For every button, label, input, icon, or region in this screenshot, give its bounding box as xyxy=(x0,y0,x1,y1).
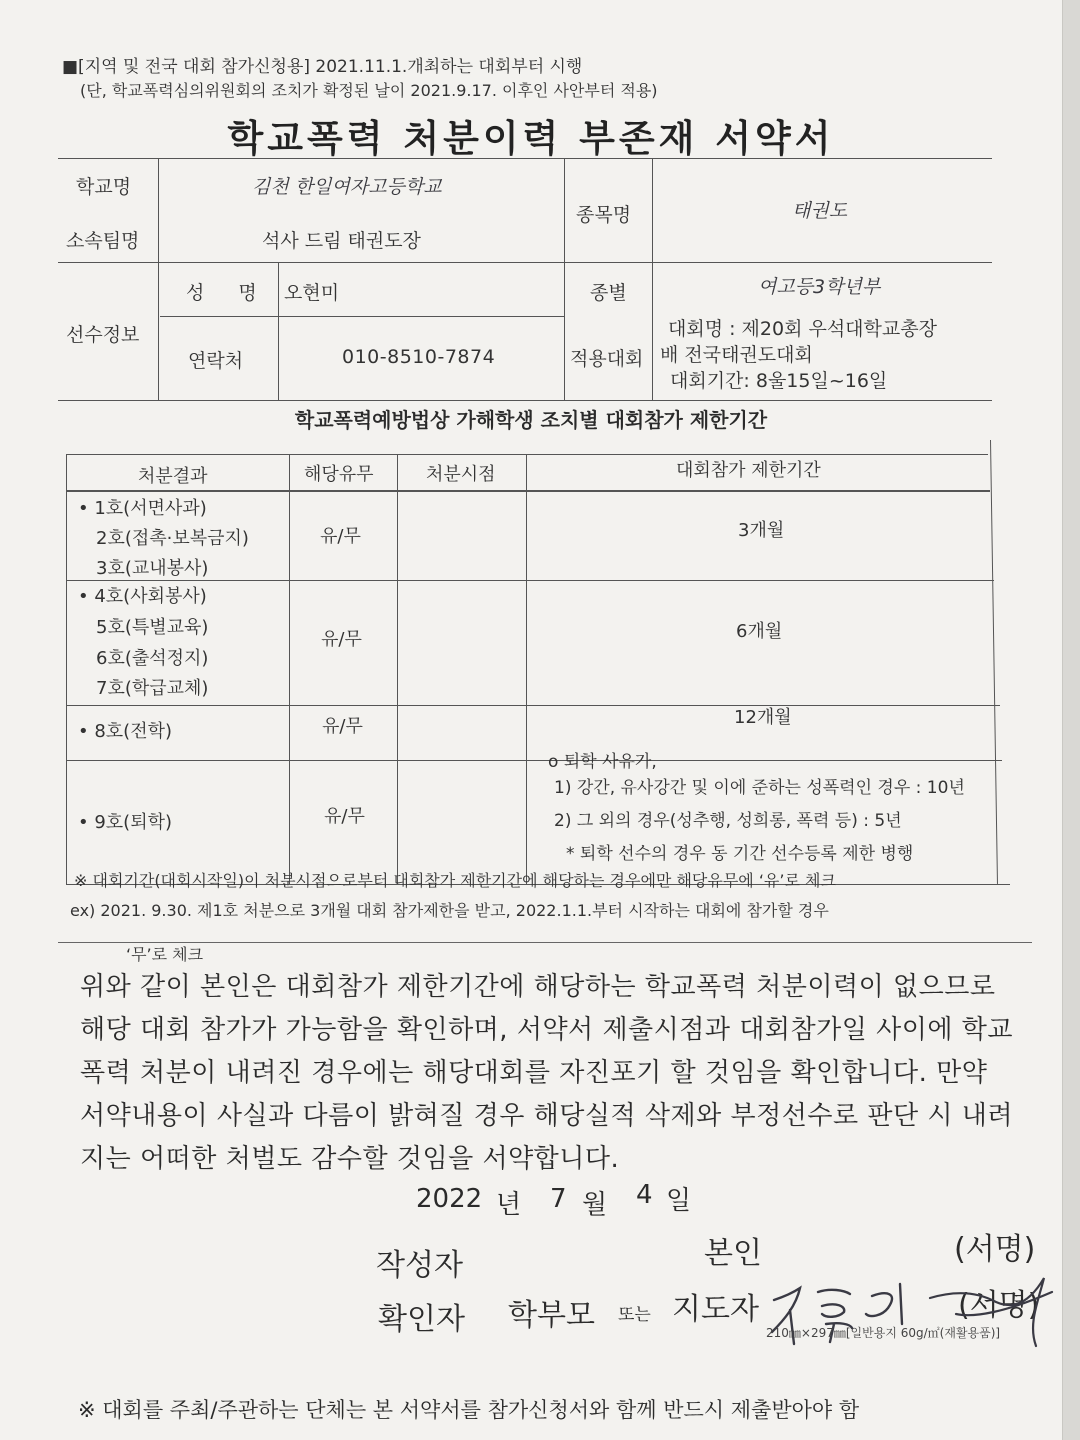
table-col-divider-1 xyxy=(289,454,290,884)
info-col-divider-1 xyxy=(158,158,159,400)
row1-item-2: 2호(접촉·보복금지) xyxy=(96,528,249,549)
row2-item-4: 7호(학급교체) xyxy=(96,678,209,699)
contact-value: 010-8510-7874 xyxy=(342,346,496,368)
date-year: 2022 xyxy=(416,1184,483,1214)
coach-label: 지도자 xyxy=(672,1292,759,1327)
applied-line3: 대회기간: 8울15일~16일 xyxy=(670,370,888,392)
row4-period-line2: 1) 강간, 유사강간 및 이에 준하는 성폭력인 경우 : 10년 xyxy=(554,778,965,798)
info-col-divider-2 xyxy=(564,158,565,400)
notes-divider xyxy=(58,942,1032,943)
or-label: 또는 xyxy=(618,1305,651,1325)
row3-check: 유/무 xyxy=(322,716,363,737)
row4-period-line4: * 퇴학 선수의 경우 동 기간 선수등록 제한 병행 xyxy=(566,844,914,864)
section-title: 학교폭력예방법상 가해학생 조치별 대회참가 제한기간 xyxy=(294,408,768,432)
table-col-divider-3 xyxy=(526,454,527,884)
row4-item-1: • 9호(퇴학) xyxy=(78,812,172,833)
info-inner-border xyxy=(160,316,564,317)
table-left-border xyxy=(66,454,67,884)
row1-period: 3개월 xyxy=(738,520,785,541)
applied-line2: 배 전국태권도대회 xyxy=(660,344,813,366)
pledge-paragraph: 위와 같이 본인은 대회참가 제한기간에 해당하는 학교폭력 처분이력이 없으므로 해당 대회 참가가 가능함을 확인하며, 서약서 제출시점과 대회참가일 사이에 학교폭력 처분이 내려진 경우에는 해당대회를 자진포기 할 것임을 확인합니다. 만약 서약내용이 사실과 다름이 밝혀질 경우 해당실적 삭제와 부정선수로 판단 시 내려지는 어떠한 처벌도 감수할 것임을 서약합니다. xyxy=(80,972,1013,1174)
date-day-unit: 일 xyxy=(666,1186,692,1216)
date-month: 7 xyxy=(550,1184,567,1214)
row4-period-line3: 2) 그 외의 경우(성추행, 성희롱, 폭력 등) : 5년 xyxy=(554,811,902,831)
note-example-line: ex) 2021. 9.30. 제1호 처분으로 3개월 대회 참가제한을 받고, 2022.1.1.부터 시작하는 대회에 참가할 경우 xyxy=(70,901,829,920)
sport-value: 태권도 xyxy=(792,200,848,222)
contact-label: 연락처 xyxy=(188,350,244,372)
row1-item-3: 3호(교내봉사) xyxy=(96,558,209,579)
row4-period-line1: o 퇴학 사유가, xyxy=(548,752,657,772)
footer-notice: ※ 대회를 주최/주관하는 단체는 본 서약서를 참가신청서와 함께 반드시 제출받아야 함 xyxy=(78,1398,860,1422)
sign-label-2: (서명) xyxy=(958,1288,1040,1323)
sport-label: 종목명 xyxy=(576,204,632,226)
row2-item-3: 6호(출석정지) xyxy=(96,648,209,669)
table-header-period: 대회참가 제한기간 xyxy=(676,460,821,481)
date-day: 4 xyxy=(636,1180,653,1210)
row2-check: 유/무 xyxy=(321,629,362,650)
category-value: 여고등3학년부 xyxy=(758,276,881,298)
table-header-applicable: 해당유무 xyxy=(304,464,374,485)
table-header-result: 처분결과 xyxy=(138,466,208,487)
date-year-unit: 년 xyxy=(496,1190,522,1220)
row4-check: 유/무 xyxy=(324,806,365,827)
header-notice-line1: ■[지역 및 전국 대회 참가신청용] 2021.11.1.개최하는 대회부터 시행 xyxy=(62,57,583,77)
category-label: 종별 xyxy=(590,282,627,304)
table-right-border xyxy=(990,440,998,884)
document-title: 학교폭력 처분이력 부존재 서약서 xyxy=(227,117,835,160)
name-value: 오현미 xyxy=(284,282,340,304)
school-label: 학교명 xyxy=(76,176,132,198)
parent-label: 학부모 xyxy=(508,1298,595,1333)
team-label: 소속팀명 xyxy=(66,230,140,252)
header-notice-line2: (단, 학교폭력심의위원회의 조치가 확정된 날이 2021.9.17. 이후인 사안부터 적용) xyxy=(80,81,658,100)
row1-check: 유/무 xyxy=(320,526,361,547)
info-col-divider-3 xyxy=(652,158,653,400)
name-label: 성 명 xyxy=(186,282,271,304)
note-example-line2: ‘무’로 체크 xyxy=(126,945,204,964)
info-mid-border xyxy=(58,262,992,263)
team-value: 석사 드림 태권도장 xyxy=(262,230,421,252)
row1-item-1: • 1호(서면사과) xyxy=(78,498,207,519)
school-value: 김천 한일여자고등학교 xyxy=(252,176,442,198)
table-header-border xyxy=(66,490,990,492)
table-row2-border xyxy=(66,705,1000,706)
info-col-divider-4 xyxy=(278,262,279,400)
confirmer-label: 확인자 xyxy=(378,1302,465,1337)
player-info-label: 선수정보 xyxy=(66,324,140,346)
row2-period: 6개월 xyxy=(736,621,783,642)
note-line1: ※ 대회기간(대회시작일)이 처분시점으로부터 대회참가 제한기간에 해당하는 경우에만 해당유무에 ‘유’로 체크 xyxy=(74,871,836,890)
table-top-border xyxy=(66,454,988,455)
sign-label-1: (서명) xyxy=(954,1232,1036,1267)
table-header-time: 처분시점 xyxy=(426,464,496,485)
row3-period: 12개월 xyxy=(734,707,792,728)
writer-label: 작성자 xyxy=(376,1248,463,1283)
info-top-border xyxy=(58,158,992,159)
self-label: 본인 xyxy=(704,1236,762,1271)
table-row3-border xyxy=(66,760,1002,761)
applied-label: 적용대회 xyxy=(570,348,644,370)
row2-item-1: • 4호(사회봉사) xyxy=(78,586,207,607)
applied-line1: 대회명 : 제20회 우석대학교총장 xyxy=(668,318,937,340)
row2-item-2: 5호(특별교육) xyxy=(96,617,209,638)
row3-item-1: • 8호(전학) xyxy=(78,721,172,742)
date-month-unit: 월 xyxy=(582,1190,608,1220)
table-col-divider-2 xyxy=(397,454,398,884)
paper-spec: 210㎜×297㎜[일반용지 60g/㎡(재활용품)] xyxy=(766,1326,1001,1340)
info-bottom-border xyxy=(58,400,992,401)
